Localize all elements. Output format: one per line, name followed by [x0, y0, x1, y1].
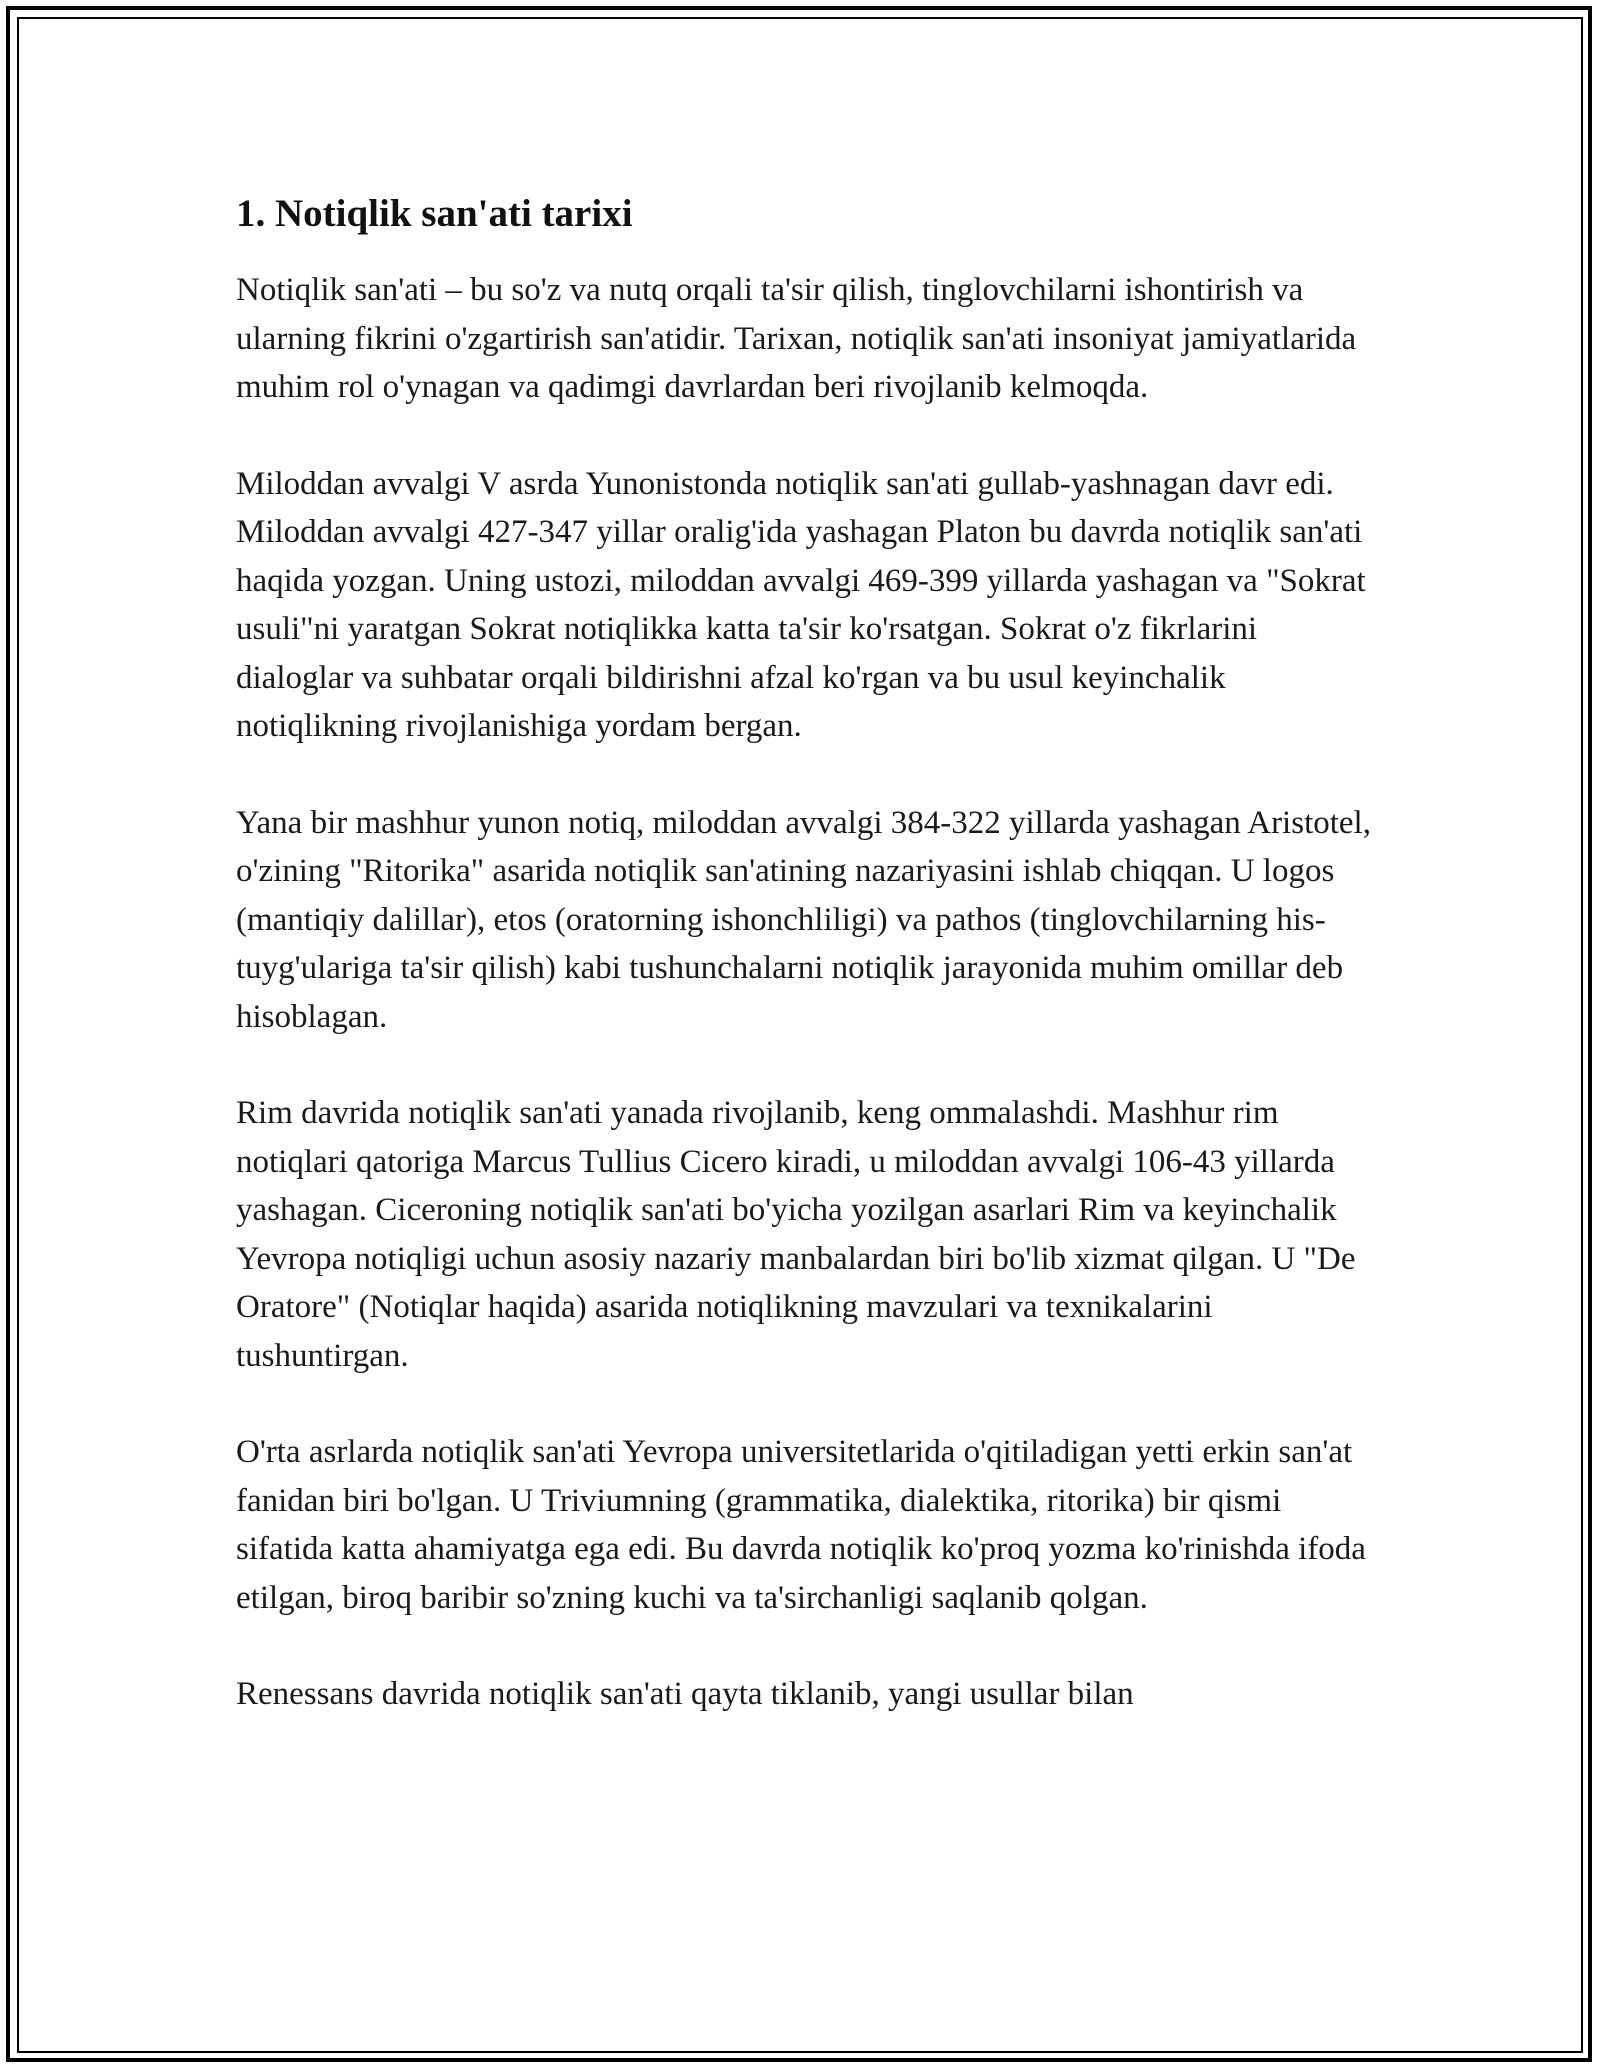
section-heading: 1. Notiqlik san'ati tarixi: [236, 192, 633, 235]
paragraph-6: Renessans davrida notiqlik san'ati qayta tiklanib, yangi usullar bilan: [236, 1676, 1134, 1712]
paragraph-4: Rim davrida notiqlik san'ati yanada rivojlanib, keng ommalashdi. Mashhur rim notiqlari qatoriga Marcus Tullius Cicero kiradi, u miloddan avvalgi 106-43 yillarda yashagan. Ciceroning notiqlik san'ati bo'yicha yozilgan asarlari Rim va keyinchalik Yevropa notiqligi uchun asosiy nazariy manbalardan biri bo'lib xizmat qilgan. U "De Oratore" (Notiqlar haqida) asarida notiqlikning mavzulari va texnikalarini tushuntirgan.: [236, 1095, 1356, 1374]
paragraph-1: Notiqlik san'ati – bu so'z va nutq orqali ta'sir qilish, tinglovchilarni ishontirish va ularning fikrini o'zgartirish san'atidir. Tarixan, notiqlik san'ati insoniyat jamiyatlarida muhim rol o'ynagan va qadimgi davrlardan beri rivojlanib kelmoqda.: [236, 272, 1357, 405]
paragraph-3: Yana bir mashhur yunon notiq, miloddan avvalgi 384-322 yillarda yashagan Aristotel, o'zining "Ritorika" asarida notiqlik san'atining nazariyasini ishlab chiqqan. U logos (mantiqiy dalillar), etos (oratorning ishonchliligi) va pathos (tinglovchilarning his-tuyg'ulariga ta'sir qilish) kabi tushunchalarni notiqlik jarayonida muhim omillar deb hisoblagan.: [236, 804, 1371, 1035]
paragraph-5: O'rta asrlarda notiqlik san'ati Yevropa universitetlarida o'qitiladigan yetti erkin san'at fanidan biri bo'lgan. U Triviumning (grammatika, dialektika, ritorika) bir qismi sifatida katta ahamiyatga ega edi. Bu davrda notiqlik ko'proq yozma ko'rinishda ifoda etilgan, biroq baribir so'zning kuchi va ta'sirchanligi saqlanib qolgan.: [236, 1434, 1366, 1616]
document-body: [236, 188, 1376, 1767]
paragraph-2: Miloddan avvalgi V asrda Yunonistonda notiqlik san'ati gullab-yashnagan davr edi. Miloddan avvalgi 427-347 yillar oralig'ida yashagan Platon bu davrda notiqlik san'ati haqida yozgan. Uning ustozi, miloddan avvalgi 469-399 yillarda yashagan va "Sokrat usuli"ni yaratgan Sokrat notiqlikka katta ta'sir ko'rsatgan. Sokrat o'z fikrlarini dialoglar va suhbatar orqali bildirishni afzal ko'rgan va bu usul keyinchalik notiqlikning rivojlanishiga yordam bergan.: [236, 465, 1366, 744]
